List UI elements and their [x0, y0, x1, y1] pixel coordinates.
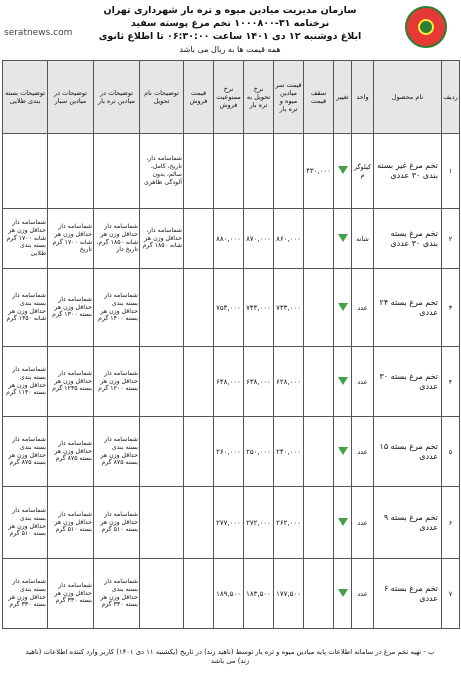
row-number: ۷	[442, 559, 460, 629]
sent-price: ۷۴۳,۰۰۰	[244, 269, 274, 347]
description-4: شماسامه دار بسته بندی حداقل وزن هر بسته ۵۱۰ گرم	[3, 487, 48, 559]
description-4: شماسامه دار بسته بندی حداقل وزن هر بسته ۱۱۴۰ گرم	[3, 347, 48, 417]
description-1	[140, 487, 184, 559]
col-name: نام محصول	[374, 61, 442, 134]
product-name: تخم مرغ بسته ۹ عددی	[374, 487, 442, 559]
wholesale-price	[184, 487, 214, 559]
sent-price	[244, 134, 274, 209]
description-2: شماسامه دار حداقل وزن هر بسته ۱۲۰۰ گرم	[94, 347, 140, 417]
unit: عدد	[352, 347, 374, 417]
ceiling-price	[304, 417, 334, 487]
description-3	[48, 134, 94, 209]
ceiling-price	[304, 559, 334, 629]
document-header	[80, 4, 380, 56]
row-number: ۶	[442, 487, 460, 559]
ceiling-price	[304, 347, 334, 417]
wholesale-price	[184, 209, 214, 269]
bulk-price: ۸۶۰,۰۰۰	[274, 209, 304, 269]
trend-down-icon	[338, 377, 348, 385]
description-2: شماسامه دار بسته بندی حداقل وزن هر بسته ۱۴۰۰ گرم	[94, 269, 140, 347]
retail-price: ۲۶۰,۰۰۰	[214, 417, 244, 487]
trend-indicator	[334, 559, 352, 629]
description-3: شماسامه دار حداقل وزن هر بسته ۱۳۰۰ گرم	[48, 269, 94, 347]
announcement-date: ابلاغ دوشنبه ۱۲ دی ۱۴۰۱ ساعت ۰۶:۳۰:۰۰ تا اطلاع ثانوی	[98, 31, 362, 42]
col-ceiling: سقف قیمت	[304, 61, 334, 134]
retail-price: ۷۵۳,۰۰۰	[214, 269, 244, 347]
retail-price: ۲۷۷,۰۰۰	[214, 487, 244, 559]
bulk-price: ۲۶۲,۰۰۰	[274, 487, 304, 559]
col-sent: نرخ تحویل به تره بار	[244, 61, 274, 134]
sent-price: ۲۵۰,۰۰۰	[244, 417, 274, 487]
product-name: تخم مرغ غیر بسته بندی ۳۰ عددی	[374, 134, 442, 209]
ceiling-price	[304, 269, 334, 347]
description-1: شماسامه دار، حداقل وزن هر شانه ۱۸۵۰ گرم	[140, 209, 184, 269]
table-row	[3, 487, 460, 559]
description-1: شماسامه دار، تاریخ، کامل، سالم، بدون آلودگی ظاهری	[140, 134, 184, 209]
row-number: ۴	[442, 347, 460, 417]
bulk-price: ۱۷۷,۵۰۰	[274, 559, 304, 629]
unit: عدد	[352, 487, 374, 559]
trend-indicator	[334, 209, 352, 269]
description-4: شماسامه دار بسته بندی حداقل وزن هر بسته ۸۷۵ گرم	[3, 417, 48, 487]
table-row	[3, 417, 460, 487]
row-number: ۵	[442, 417, 460, 487]
description-1	[140, 269, 184, 347]
ceiling-price	[304, 487, 334, 559]
description-4: شماسامه دار بسته بندی حداقل وزن هر شانه ۱۳۵۰ گرم	[3, 269, 48, 347]
sent-price: ۶۳۸,۰۰۰	[244, 347, 274, 417]
col-desc-2: توضیحات در میادین تره بار	[94, 61, 140, 134]
description-2	[94, 134, 140, 209]
col-desc-3: توضیحات در میادین سیار	[48, 61, 94, 134]
description-3: شماسامه دار حداقل وزن هر بسته ۳۳۰ گرم	[48, 559, 94, 629]
retail-price	[214, 134, 244, 209]
description-2: شماسامه دار بسته بندی حداقل وزن هر بسته ۸۷۵ گرم	[94, 417, 140, 487]
wholesale-price	[184, 269, 214, 347]
product-name: تخم مرغ بسته ۳۰ عددی	[374, 347, 442, 417]
wholesale-price	[184, 134, 214, 209]
retail-price: ۶۴۸,۰۰۰	[214, 347, 244, 417]
table-row	[3, 269, 460, 347]
trend-indicator	[334, 487, 352, 559]
price-list-title: نرخنامه ۳۱-۱۰۰۰۸۰۰ تخم مرغ پوسته سفید	[130, 18, 330, 29]
col-trend: تغییر	[334, 61, 352, 134]
col-desc-4: توضیحات بسته بندی طلایی	[3, 61, 48, 134]
trend-down-icon	[338, 589, 348, 597]
description-2: شماسامه دار حداقل وزن هر بسته ۵۱۰ گرم	[94, 487, 140, 559]
row-number: ۱	[442, 134, 460, 209]
org-title: سازمان مدیریت میادین میوه و تره بار شهرداری تهران	[103, 5, 357, 16]
price-table	[2, 60, 460, 629]
trend-down-icon	[338, 447, 348, 455]
bulk-price: ۲۴۰,۰۰۰	[274, 417, 304, 487]
col-retail: نرخ ممنوعیت فروش	[214, 61, 244, 134]
table-row	[3, 347, 460, 417]
trend-indicator	[334, 269, 352, 347]
description-4: شماسامه دار حداقل وزن هر شانه ۱۷۰۰ گرم بسته بندی طلایی	[3, 209, 48, 269]
description-1	[140, 347, 184, 417]
col-bulk: قیمت سر میادین میوه و تره بار	[274, 61, 304, 134]
wholesale-price	[184, 559, 214, 629]
description-2: شماسامه دار حداقل وزن هر شانه ۱۸۵۰ گرم، تاریخ دار	[94, 209, 140, 269]
row-number: ۳	[442, 269, 460, 347]
col-wholesale: قیمت فروش	[184, 61, 214, 134]
trend-down-icon	[338, 303, 348, 311]
ceiling-price	[304, 209, 334, 269]
wholesale-price	[184, 347, 214, 417]
retail-price: ۱۸۹,۵۰۰	[214, 559, 244, 629]
table-row	[3, 134, 460, 209]
sent-price: ۸۷۰,۰۰۰	[244, 209, 274, 269]
table-row	[3, 209, 460, 269]
retail-price: ۸۸۰,۰۰۰	[214, 209, 244, 269]
product-name: تخم مرغ بسته ۲۴ عددی	[374, 269, 442, 347]
product-name: تخم مرغ بسته ۱۵ عددی	[374, 417, 442, 487]
bulk-price: ۶۲۸,۰۰۰	[274, 347, 304, 417]
bulk-price: ۷۳۳,۰۰۰	[274, 269, 304, 347]
description-3: شماسامه دار حداقل وزن هر بسته ۸۷۵ گرم	[48, 417, 94, 487]
municipality-emblem-icon	[405, 6, 447, 48]
description-3: شماسامه دار حداقل وزن هر بسته ۱۲۳۵ گرم	[48, 347, 94, 417]
footer-note: ب - تهیه تخم مرغ در سامانه اطلاعات پایه میادین میوه و تره بار توسط (ناهید زند) در تاریخ (یکشنبه ۱۱ دی ۱۴۰۱) کاربر وارد کننده اطلاعات (ناهید زند) می باشد	[25, 648, 435, 665]
description-1	[140, 559, 184, 629]
wholesale-price	[184, 417, 214, 487]
table-row	[3, 559, 460, 629]
watermark-url: seratnews.com	[4, 28, 73, 38]
col-desc-1: توضیحات نام تحویل	[140, 61, 184, 134]
trend-down-icon	[338, 234, 348, 242]
description-4: شماسامه دار بسته بندی حداقل وزن هر بسته ۳۳۰ گرم	[3, 559, 48, 629]
description-2: شماسامه دار بسته بندی حداقل وزن هر بسته ۳۳۰ گرم	[94, 559, 140, 629]
unit: کیلوگرم	[352, 134, 374, 209]
description-1	[140, 417, 184, 487]
currency-note: همه قیمت ها به ریال می باشد	[179, 45, 281, 54]
product-name: تخم مرغ بسته ۶ عددی	[374, 559, 442, 629]
unit: عدد	[352, 559, 374, 629]
sent-price: ۱۸۳,۵۰۰	[244, 559, 274, 629]
trend-indicator	[334, 347, 352, 417]
sent-price: ۲۷۲,۰۰۰	[244, 487, 274, 559]
trend-down-icon	[338, 166, 348, 174]
bulk-price	[274, 134, 304, 209]
col-unit: واحد	[352, 61, 374, 134]
row-number: ۲	[442, 209, 460, 269]
description-3: شماسامه دار حداقل وزن هر بسته ۵۱۰ گرم	[48, 487, 94, 559]
table-header-row	[3, 61, 460, 134]
description-4	[3, 134, 48, 209]
product-name: تخم مرغ بسته بندی ۳۰ عددی	[374, 209, 442, 269]
unit: شانه	[352, 209, 374, 269]
unit: عدد	[352, 269, 374, 347]
trend-down-icon	[338, 518, 348, 526]
trend-indicator	[334, 134, 352, 209]
ceiling-price: ۴۳۰,۰۰۰	[304, 134, 334, 209]
description-3: شماسامه دار حداقل وزن هر شانه ۱۷۰۰ گرم تاریخ	[48, 209, 94, 269]
trend-indicator	[334, 417, 352, 487]
unit: عدد	[352, 417, 374, 487]
col-row: ردیف	[442, 61, 460, 134]
